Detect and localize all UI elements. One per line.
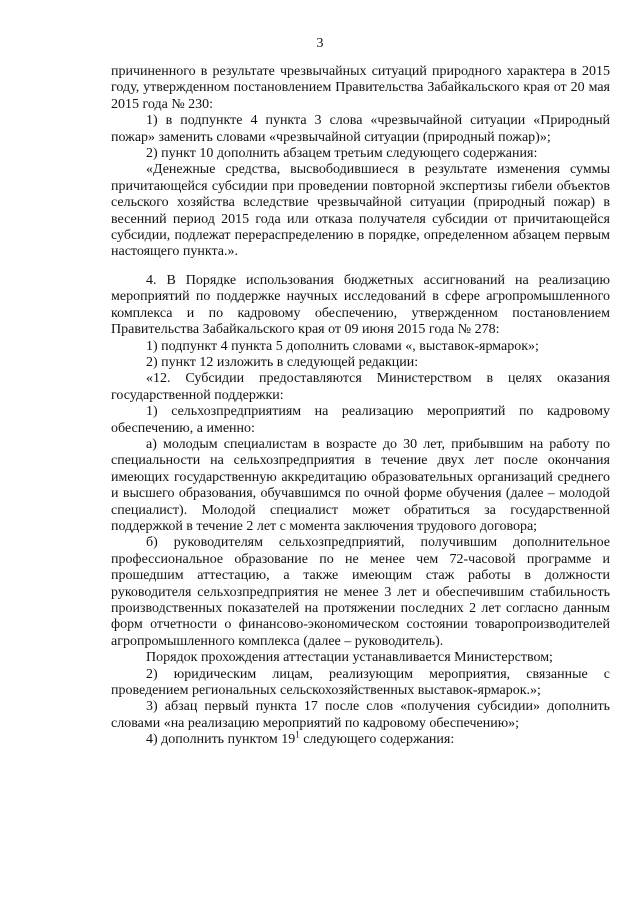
paragraph: 2) пункт 10 дополнить абзацем третьим следующего содержания: [146,146,538,162]
paragraph: а) молодым специалистам в возрасте до 30 лет, прибывшим на работу по специальности на сельхозпредприятия в течение двух лет после окончания имеющих государственную аккредитацию образовательных организаций среднего и высшего образования, обучавшимся по очной форме обучения (далее – молодой специалист). Молодой специалист может обратиться за государственной поддержкой в течение 2 лет с момента заключения трудового договора; [111,436,610,534]
paragraph: 2) пункт 12 изложить в следующей редакции: [146,354,419,370]
paragraph: 3) абзац первый пункта 17 после слов «получения субсидии» дополнить словами «на реализацию мероприятий по кадровому обеспечению»; [111,699,610,731]
paragraph: 1) в подпункте 4 пункта 3 слова «чрезвычайной ситуации «Природный пожар» заменить словами «чрезвычайной ситуации (природный пожар)»; [111,113,610,145]
paragraph: б) руководителям сельхозпредприятий, получившим дополнительное профессиональное образование по не менее чем 72-часовой программе и прошедшим аттестацию, а также имеющим стаж работы в должности руководителя сельхозпредприятия не менее 3 лет и обеспечившим стабильность производственных показателей на протяжении последних 2 лет согласно данным форм отчетности о финансово-экономическом состоянии товаропроизводителей агропромышленного комплекса (далее – руководитель). [111,535,610,649]
paragraph: причиненного в результате чрезвычайных ситуаций природного характера в 2015 году, утвержденном постановлением Правительства Забайкальского края от 20 мая 2015 года № 230: [111,64,610,112]
paragraph: Порядок прохождения аттестации устанавливается Министерством; [146,650,553,666]
document-body [111,64,610,749]
paragraph: 2) юридическим лицам, реализующим мероприятия, связанные с проведением региональных сельскохозяйственных выставок-ярмарок.»; [111,666,610,699]
page-number: 3 [316,36,324,51]
paragraph-last-after: следующего содержания: [299,732,455,748]
paragraph: 4. В Порядке использования бюджетных ассигнований на реализацию мероприятий по поддержке научных исследований в сфере агропромышленного комплекса и по кадровому обеспечению, утвержденном постановлением Правительства Забайкальского края от 09 июня 2015 года № 278: [111,272,610,338]
paragraph-last [111,729,610,748]
paragraph: «Денежные средства, высвободившиеся в результате изменения суммы причитающейся субсидии при проведении повторной экспертизы гибели объектов сельского хозяйства вследствие чрезвычайной ситуации (природный пожар) в весенний период 2015 года или отказа получателя субсидии от причитающейся субсидии, подлежат перераспределению в порядке, определенном абзацем первым настоящего пункта.». [111,162,610,260]
paragraph: 1) подпункт 4 пункта 5 дополнить словами «, выставок-ярмарок»; [146,338,539,354]
paragraph-spacer [111,261,610,273]
paragraph-last-before: 4) дополнить пунктом 19 [146,732,296,748]
superscript-number: 1 [295,729,300,740]
paragraph: «12. Субсидии предоставляются Министерством в целях оказания государственной поддержки: [111,371,610,403]
paragraph: 1) сельхозпредприятиям на реализацию мероприятий по кадровому обеспечению, а именно: [111,404,610,436]
